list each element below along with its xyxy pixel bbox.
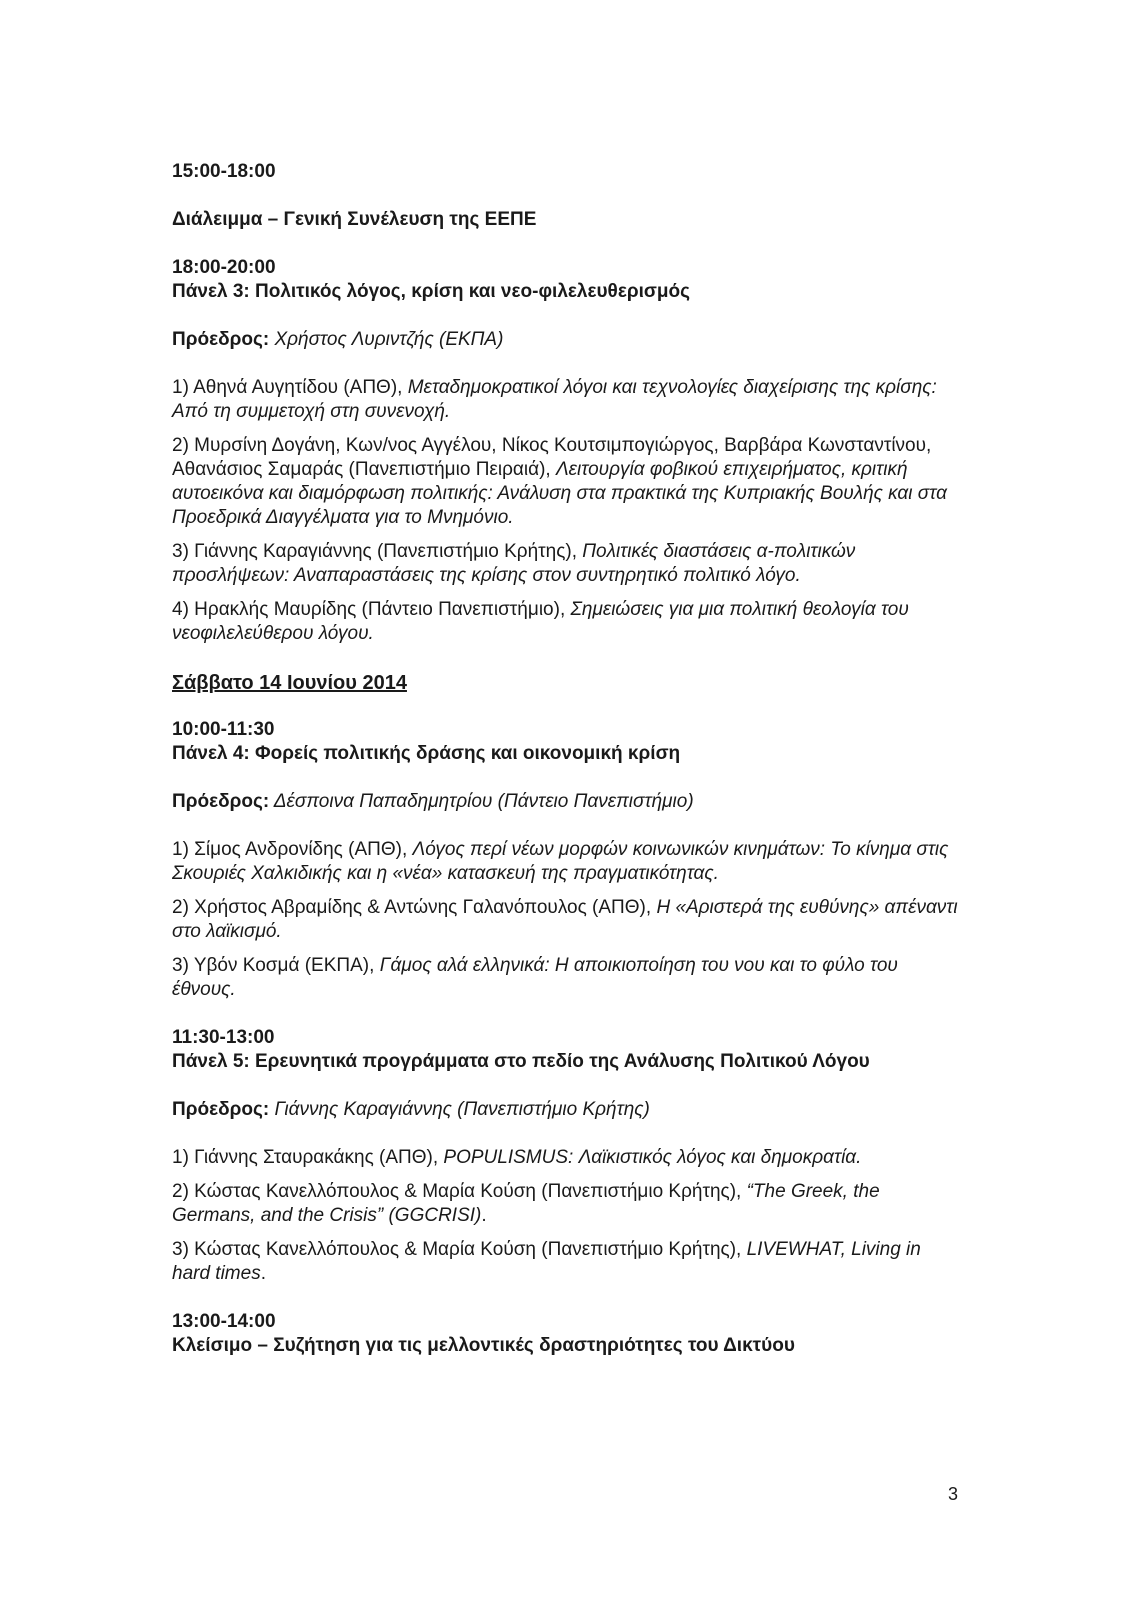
item-title: POPULISMUS: [443, 1147, 569, 1168]
chair-label: Πρόεδρος:: [172, 1099, 270, 1120]
panel-chair: [172, 1098, 961, 1122]
panel-4: [172, 718, 961, 1002]
time-slot: 18:00-20:00: [172, 257, 276, 278]
list-item: [172, 838, 961, 886]
item-author: 3) Κώστας Κανελλόπουλος & Μαρία Κούση (Πανεπιστήμιο Κρήτης),: [172, 1239, 747, 1260]
panel-5: [172, 1026, 961, 1286]
list-item: [172, 434, 961, 530]
list-item: [172, 1146, 961, 1170]
item-title-rest: .: [260, 1263, 266, 1284]
panel-title: Πάνελ 3: Πολιτικός λόγος, κρίση και νεο-φιλελευθερισμός: [172, 281, 690, 302]
item-title: LIVEWHAT, Living in hard times: [172, 1239, 921, 1284]
item-title: Η «Αριστερά της ευθύνης» απέναντι στο λαϊκισμό.: [172, 897, 958, 942]
item-title: Λόγος περί νέων μορφών κοινωνικών κινημάτων: Το κίνημα στις Σκουριές Χαλκιδικής και η «νέα» κατασκευή της πραγματικότητας.: [172, 839, 949, 884]
list-item: [172, 598, 961, 646]
panel-chair: [172, 328, 961, 352]
panel-chair: [172, 790, 961, 814]
panel-title: Πάνελ 5: Ερευνητικά προγράμματα στο πεδίο της Ανάλυσης Πολιτικού Λόγου: [172, 1051, 870, 1072]
time-slot: 11:30-13:00: [172, 1027, 275, 1048]
chair-name: Δέσποινα Παπαδημητρίου (Πάντειο Πανεπιστήμιο): [269, 791, 694, 812]
item-title-rest: .: [481, 1205, 487, 1226]
panel-3: [172, 256, 961, 646]
item-author: 2) Χρήστος Αβραμίδης & Αντώνης Γαλανόπουλος (ΑΠΘ),: [172, 897, 657, 918]
chair-label: Πρόεδρος:: [172, 329, 270, 350]
list-item: [172, 1238, 961, 1286]
session-title: Κλείσιμο – Συζήτηση για τις μελλοντικές δραστηριότητες του Δικτύου: [172, 1335, 795, 1356]
item-author: 3) Γιάννης Καραγιάννης (Πανεπιστήμιο Κρήτης),: [172, 541, 583, 562]
chair-name: Χρήστος Λυριντζής (ΕΚΠΑ): [269, 329, 504, 350]
item-title: Γάμος αλά ελληνικά: Η αποικιοποίηση του νου και το φύλο του έθνους.: [172, 955, 898, 1000]
item-title: Σημειώσεις για μια πολιτική θεολογία του νεοφιλελεύθερου λόγου.: [172, 599, 909, 644]
chair-label: Πρόεδρος:: [172, 791, 270, 812]
page-number: 3: [948, 1484, 959, 1504]
item-title: Πολιτικές διαστάσεις α-πολιτικών προσλήψεων: Αναπαραστάσεις της κρίσης στον συντηρητικό πολιτικό λόγο.: [172, 541, 856, 586]
panel-title: Πάνελ 4: Φορείς πολιτικής δράσης και οικονομική κρίση: [172, 743, 681, 764]
item-author: 1) Αθηνά Αυγητίδου (ΑΠΘ),: [172, 377, 408, 398]
time-slot: 15:00-18:00: [172, 161, 276, 182]
item-title: Λειτουργία φοβικού επιχειρήματος, κριτική αυτοεικόνα και διαμόρφωση πολιτικής: Ανάλυση στα πρακτικά της Κυπριακής Βουλής και στα Προεδρικά Διαγγέλματα για το Μνημόνιο.: [172, 459, 947, 528]
item-title: “The Greek, the Germans, and the Crisis” (GGCRISI): [172, 1181, 880, 1226]
item-author: 2) Κώστας Κανελλόπουλος & Μαρία Κούση (Πανεπιστήμιο Κρήτης),: [172, 1181, 747, 1202]
chair-name: Γιάννης Καραγιάννης (Πανεπιστήμιο Κρήτης): [269, 1099, 650, 1120]
list-item: [172, 376, 961, 424]
session-title: Διάλειμμα – Γενική Συνέλευση της ΕΕΠΕ: [172, 209, 537, 230]
list-item: [172, 896, 961, 944]
item-title: Μεταδημοκρατικοί λόγοι και τεχνολογίες διαχείρισης της κρίσης: Από τη συμμετοχή στη συνενοχή.: [172, 377, 937, 422]
item-author: 1) Σίμος Ανδρονίδης (ΑΠΘ),: [172, 839, 413, 860]
list-item: [172, 1180, 961, 1228]
item-author: 4) Ηρακλής Μαυρίδης (Πάντειο Πανεπιστήμιο),: [172, 599, 571, 620]
item-author: 3) Υβόν Κοσμά (ΕΚΠΑ),: [172, 955, 380, 976]
item-author: 2) Μυρσίνη Δογάνη, Κων/νος Αγγέλου, Νίκος Κουτσιμπογιώργος, Βαρβάρα Κωνσταντίνου, Αθανάσιος Σαμαράς (Πανεπιστήμιο Πειραιά),: [172, 435, 932, 480]
closing-session: [172, 1310, 961, 1358]
day-heading: Σάββατο 14 Ιουνίου 2014: [172, 672, 407, 694]
list-item: [172, 540, 961, 588]
time-slot: 10:00-11:30: [172, 719, 275, 740]
item-author: 1) Γιάννης Σταυρακάκης (ΑΠΘ),: [172, 1147, 444, 1168]
list-item: [172, 954, 961, 1002]
item-title-rest: : Λαϊκιστικός λόγος και δημοκρατία.: [568, 1147, 862, 1168]
time-slot: 13:00-14:00: [172, 1311, 276, 1332]
